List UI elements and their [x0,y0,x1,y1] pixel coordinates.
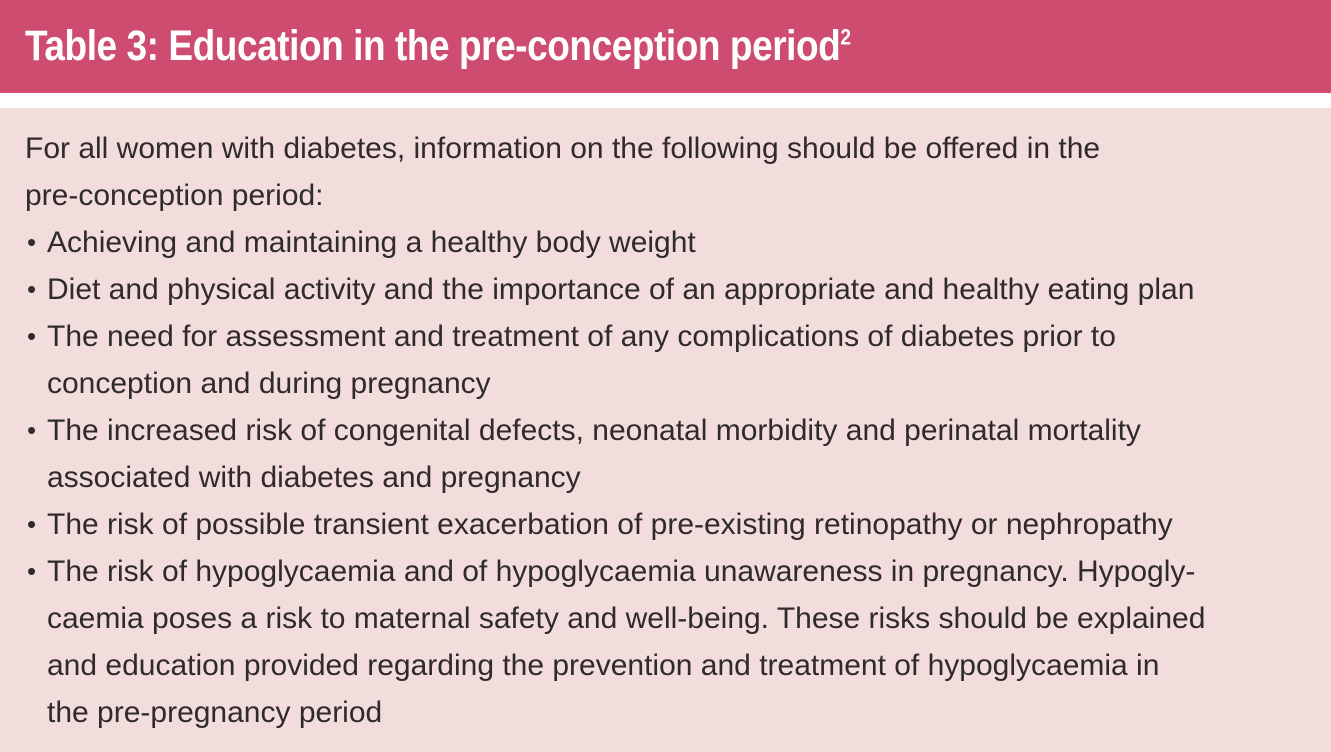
bullet-item [25,313,1306,407]
bullet-marker: • [27,556,37,586]
bullet-marker: • [27,227,37,257]
bullet-text: caemia poses a risk to maternal safety and well-being. These risks should be explained [47,602,1206,635]
bullet-list [25,219,1306,736]
intro-line: pre-conception period: [25,179,324,212]
table-header [0,0,1331,93]
bullet-text: and education provided regarding the prevention and treatment of hypoglycaemia in [47,649,1160,682]
bullet-marker: • [27,274,37,304]
bullet-marker: • [27,415,37,445]
table-title-text: Table 3: Education in the pre-conception period [25,22,841,70]
table-title [25,22,851,71]
bullet-item [25,501,1306,548]
intro-line: For all women with diabetes, information on the following should be offered in the [25,132,1101,165]
bullet-text: The risk of possible transient exacerbation of pre-existing retinopathy or nephropathy [47,508,1173,541]
title-reference-superscript: 2 [840,24,851,50]
table-body [0,108,1331,752]
bullet-item [25,219,1306,266]
bullet-item [25,548,1306,736]
intro-paragraph [25,125,1306,219]
bullet-text: Diet and physical activity and the importance of an appropriate and healthy eating plan [47,273,1195,306]
bullet-item [25,266,1306,313]
bullet-text: Achieving and maintaining a healthy body weight [47,226,696,259]
bullet-text: conception and during pregnancy [47,367,491,400]
header-body-divider [0,93,1331,108]
bullet-text: the pre-pregnancy period [47,696,383,729]
bullet-marker: • [27,321,37,351]
bullet-text: The need for assessment and treatment of any complications of diabetes prior to [47,320,1116,353]
bullet-text: The increased risk of congenital defects, neonatal morbidity and perinatal mortality [47,414,1141,447]
bullet-text: The risk of hypoglycaemia and of hypoglycaemia unawareness in pregnancy. Hypogly- [47,555,1196,588]
bullet-text: associated with diabetes and pregnancy [47,461,581,494]
bullet-item [25,407,1306,501]
bullet-marker: • [27,509,37,539]
